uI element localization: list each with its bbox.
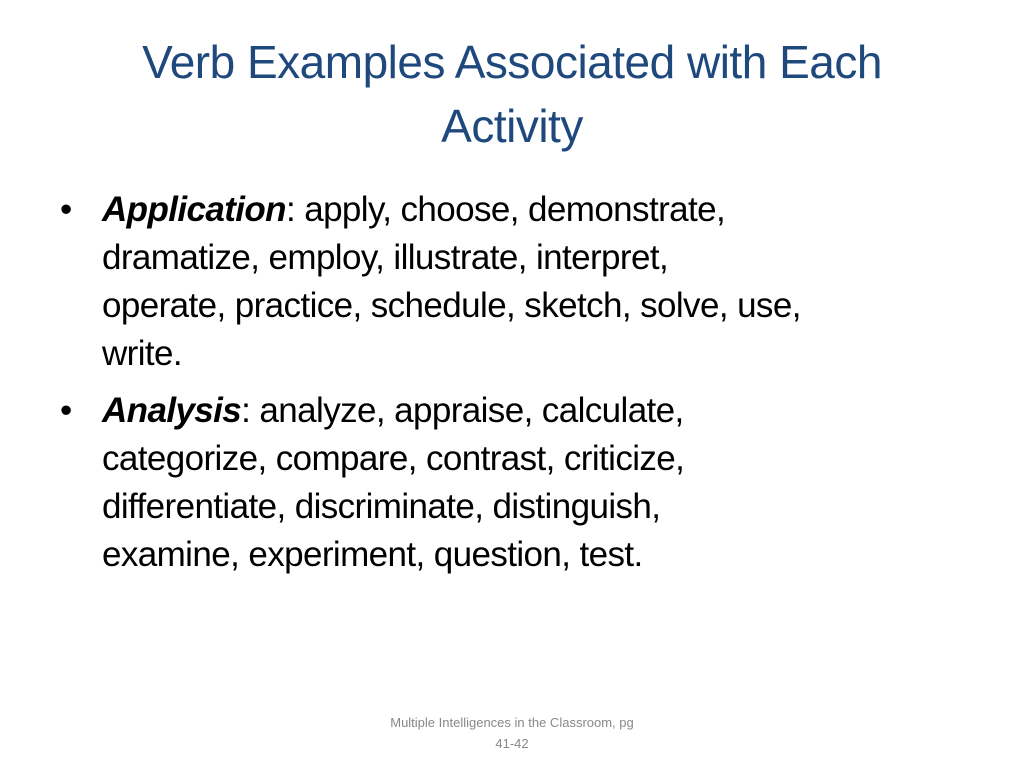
- title-line-1: Verb Examples Associated with Each: [142, 36, 882, 88]
- bullet-line: dramatize, employ, illustrate, interpret,: [102, 238, 669, 277]
- footer-line-2: 41-42: [495, 736, 529, 751]
- bullet-application: [60, 186, 970, 378]
- title-line-2: Activity: [441, 100, 583, 152]
- bullet-icon: •: [60, 190, 72, 229]
- bullet-line: examine, experiment, question, test.: [102, 535, 643, 574]
- bullet-text: : apply, choose, demonstrate,: [285, 190, 726, 229]
- bullet-term: Analysis: [102, 391, 242, 430]
- slide-title: [60, 30, 964, 158]
- bullet-text: : analyze, appraise, calculate,: [241, 391, 684, 430]
- bullet-icon: •: [60, 391, 72, 430]
- bullet-line: [102, 387, 970, 435]
- bullet-analysis: [60, 387, 970, 579]
- bullet-line: [102, 186, 970, 234]
- bullet-line: categorize, compare, contrast, criticize,: [102, 439, 685, 478]
- bullet-line: write.: [102, 334, 183, 373]
- bullet-line: differentiate, discriminate, distinguish,: [102, 487, 661, 526]
- footer-citation: [340, 712, 684, 754]
- bullet-list: [60, 186, 970, 588]
- bullet-line: operate, practice, schedule, sketch, solve, use,: [102, 286, 801, 325]
- footer-line-1: Multiple Intelligences in the Classroom, pg: [390, 715, 634, 730]
- bullet-term: Application: [102, 190, 286, 229]
